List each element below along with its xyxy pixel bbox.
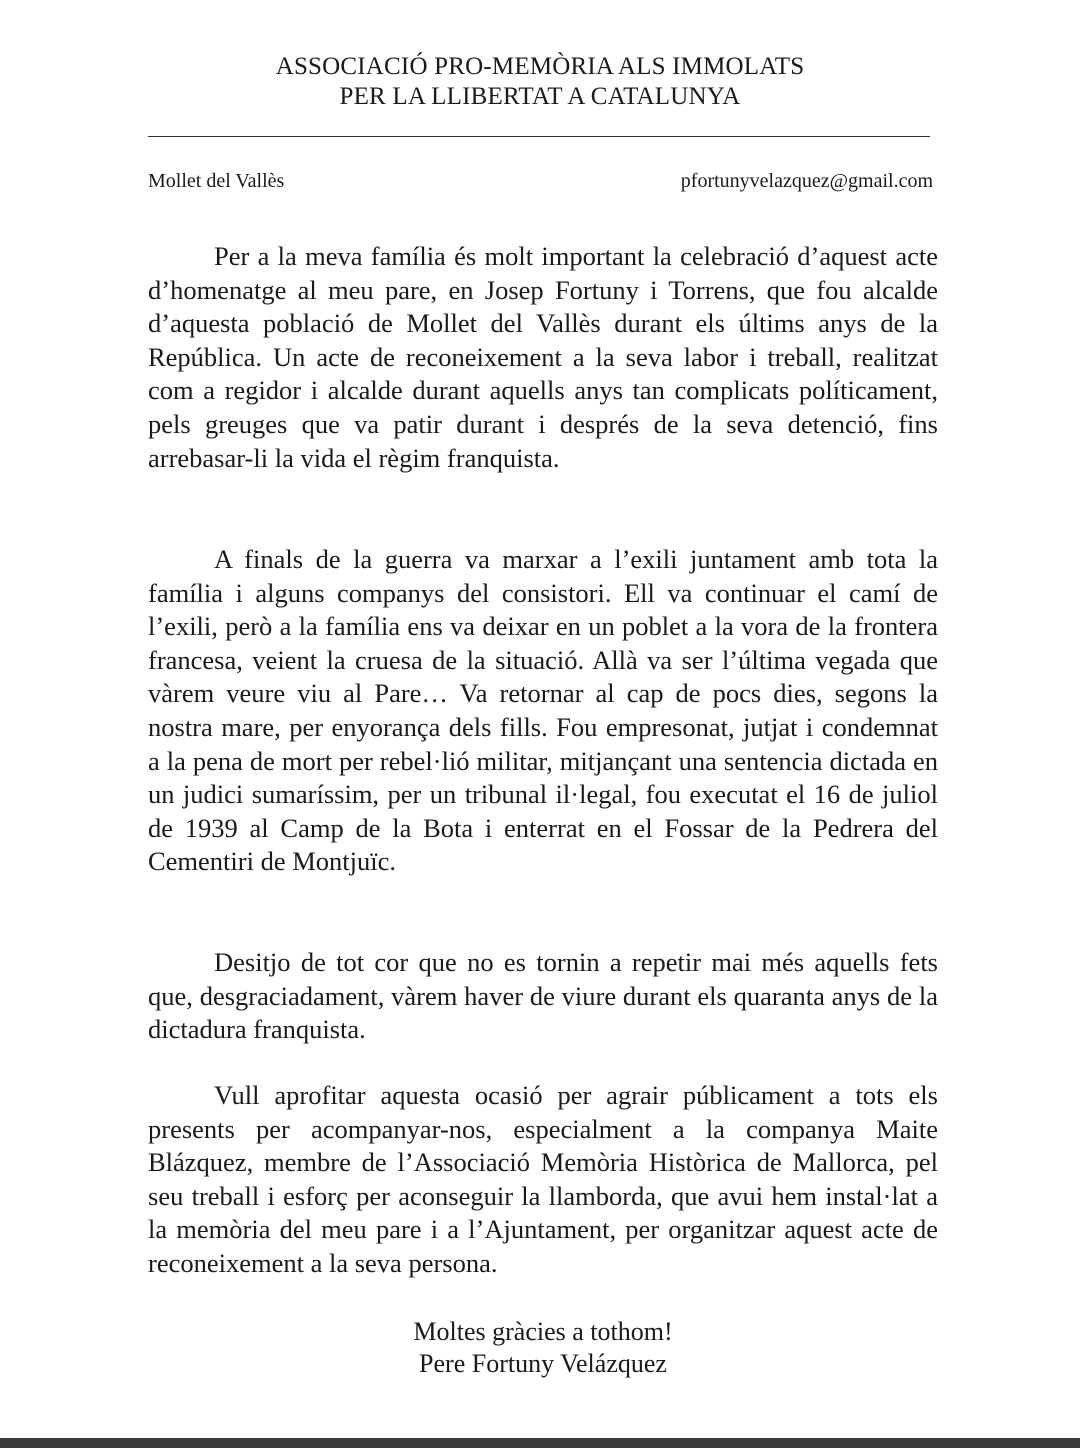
place-label: Mollet del Vallès [148, 170, 285, 192]
letterhead [0, 52, 1080, 112]
signature-name: Pere Fortuny Velázquez [419, 1349, 667, 1378]
letterhead-line-1: ASSOCIACIÓ PRO-MEMÒRIA ALS IMMOLATS [275, 53, 805, 80]
paragraph-1: Per a la meva família és molt important la celebració d’aquest acte d’homenatge al meu pare, en Josep Fortuny i Torrens, que fou alcalde d’aquesta població de Mollet del Vallès durant els últims anys de la República. Un acte de reconeixement a la seva labor i treball, realitzat com a regidor i alcalde durant aquells anys tan complicats políticament, pels greuges que va patir durant i després de la seva detenció, fins arrebasar-li la vida el règim franquista. [148, 241, 938, 473]
closing-block [0, 1316, 1080, 1380]
paragraph-4: Vull aprofitar aquesta ocasió per agrair públicament a tots els presents per acompanyar-nos, especialment a la companya Maite Blázquez, membre de l’Associació Memòria Històrica de Mallorca, pel seu treball i esforç per aconseguir la llamborda, que avui hem instal·lat a la memòria del meu pare i a l’Ajuntament, per organitzar aquest acte de reconeixement a la seva persona. [148, 1080, 938, 1278]
paragraph-2: A finals de la guerra va marxar a l’exili juntament amb tota la família i alguns companys del consistori. Ell va continuar el camí de l’exili, però a la família ens va deixar en un poblet a la vora de la frontera francesa, veient la cruesa de la situació. Allà va ser l’última vegada que vàrem veure viu al Pare… Va retornar al cap de pocs dies, segons la nostra mare, per enyorança dels fills. Fou empresonat, jutjat i condemnat a la pena de mort per rebel·lió militar, mitjançant una sentencia dictada en un judici sumaríssim, per un tribunal il·legal, fou executat el 16 de juliol de 1939 al Camp de la Bota i enterrat en el Fossar de la Pedrera del Cementiri de Montjuïc. [148, 544, 938, 877]
email-address: pfortunyvelazquez@gmail.com [680, 170, 933, 192]
bottom-bar [0, 1438, 1080, 1448]
paragraph-3: Desitjo de tot cor que no es tornin a repetir mai més aquells fets que, desgraciadament, vàrem haver de viure durant els quaranta anys de la dictadura franquista. [148, 947, 938, 1045]
letterhead-line-2: PER LA LLIBERTAT A CATALUNYA [339, 83, 741, 110]
closing-thanks: Moltes gràcies a tothom! [413, 1317, 673, 1346]
header-divider [148, 136, 930, 137]
